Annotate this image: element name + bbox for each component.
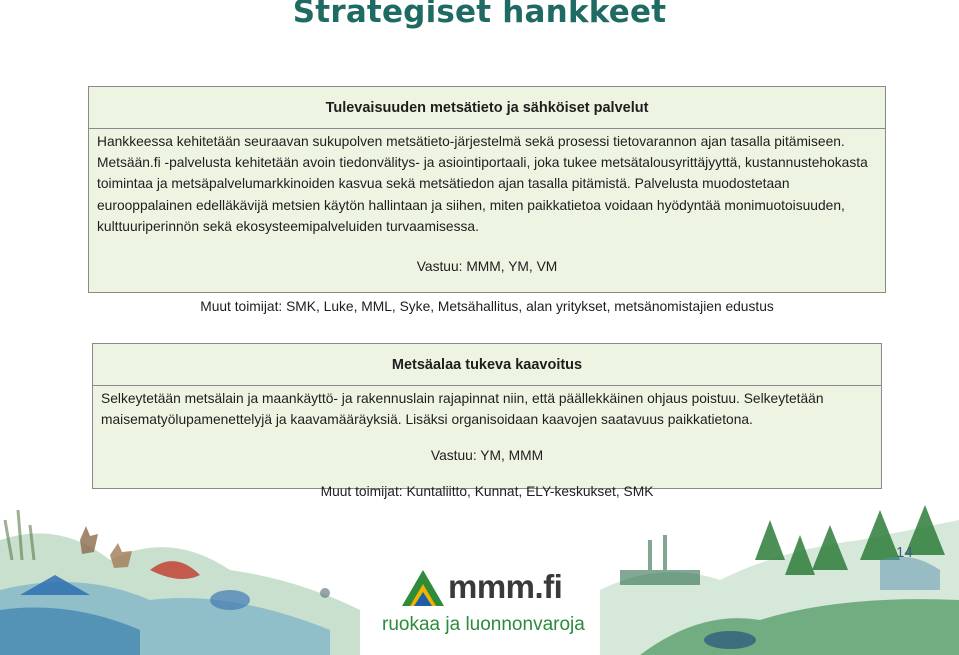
project-other-actors: Muut toimijat: Kuntaliitto, Kunnat, ELY-keskukset, SMK [320,484,654,500]
project-responsible: Vastuu: MMM, YM, VM [416,259,558,275]
logo-tagline: ruokaa ja luonnonvaroja [382,614,585,635]
logo-mark-icon [400,568,446,608]
fish-icon [210,590,250,610]
page-number: 14 [896,544,913,561]
logo-text: mmm.fi [448,568,563,605]
factory-icon [620,570,700,585]
project-responsible: Vastuu: YM, MMM [430,448,544,464]
project-description: Hankkeessa kehitetään seuraavan sukupolven metsätieto-järjestelmä sekä prosessi tietovarannon ajan tasalla pitämiseen. Metsään.fi -palvelusta kehitetään avoin tiedonvälitys- ja asiointiportaali, joka tukee metsätalousyrittäjyyttä, kustannustehokasta toimintaa ja metsäpalvelumarkkinoiden kasvua sekä metsätiedon ajan tasalla pitämistä. Palvelusta muodostetaan eurooppalainen edelläkävijä metsien käytön hallintaan ja siihen, miten paikkatietoa voidaan hyödyntää monimuotoisuuden, kulttuuriperinnön sekä ekosysteemipalveluiden turvaamisessa. [97,134,868,234]
project-other-actors: Muut toimijat: SMK, Luke, MML, Syke, Metsähallitus, alan yritykset, metsänomistajien edustus [200,299,774,315]
project-box-kaavoitus [92,343,882,500]
project-box-metsatieto [88,86,886,315]
fish-icon [704,631,756,649]
slide-title: Strategiset hankkeet [292,0,667,30]
project-heading: Metsäalaa tukeva kaavoitus [93,344,881,386]
project-description: Selkeytetään metsälain ja maankäyttö- ja rakennuslain rajapinnat niin, että päällekkäinen ohjaus poistuu. Selkeytetään maisematyölupamenettelyjä ja kaavamääräyksiä. Lisäksi organisoidaan kaavojen saatavuus paikkatietona. [101,391,824,428]
mmm-logo [382,562,586,642]
project-heading: Tulevaisuuden metsätieto ja sähköiset palvelut [89,87,885,129]
bird-icon [320,588,330,598]
